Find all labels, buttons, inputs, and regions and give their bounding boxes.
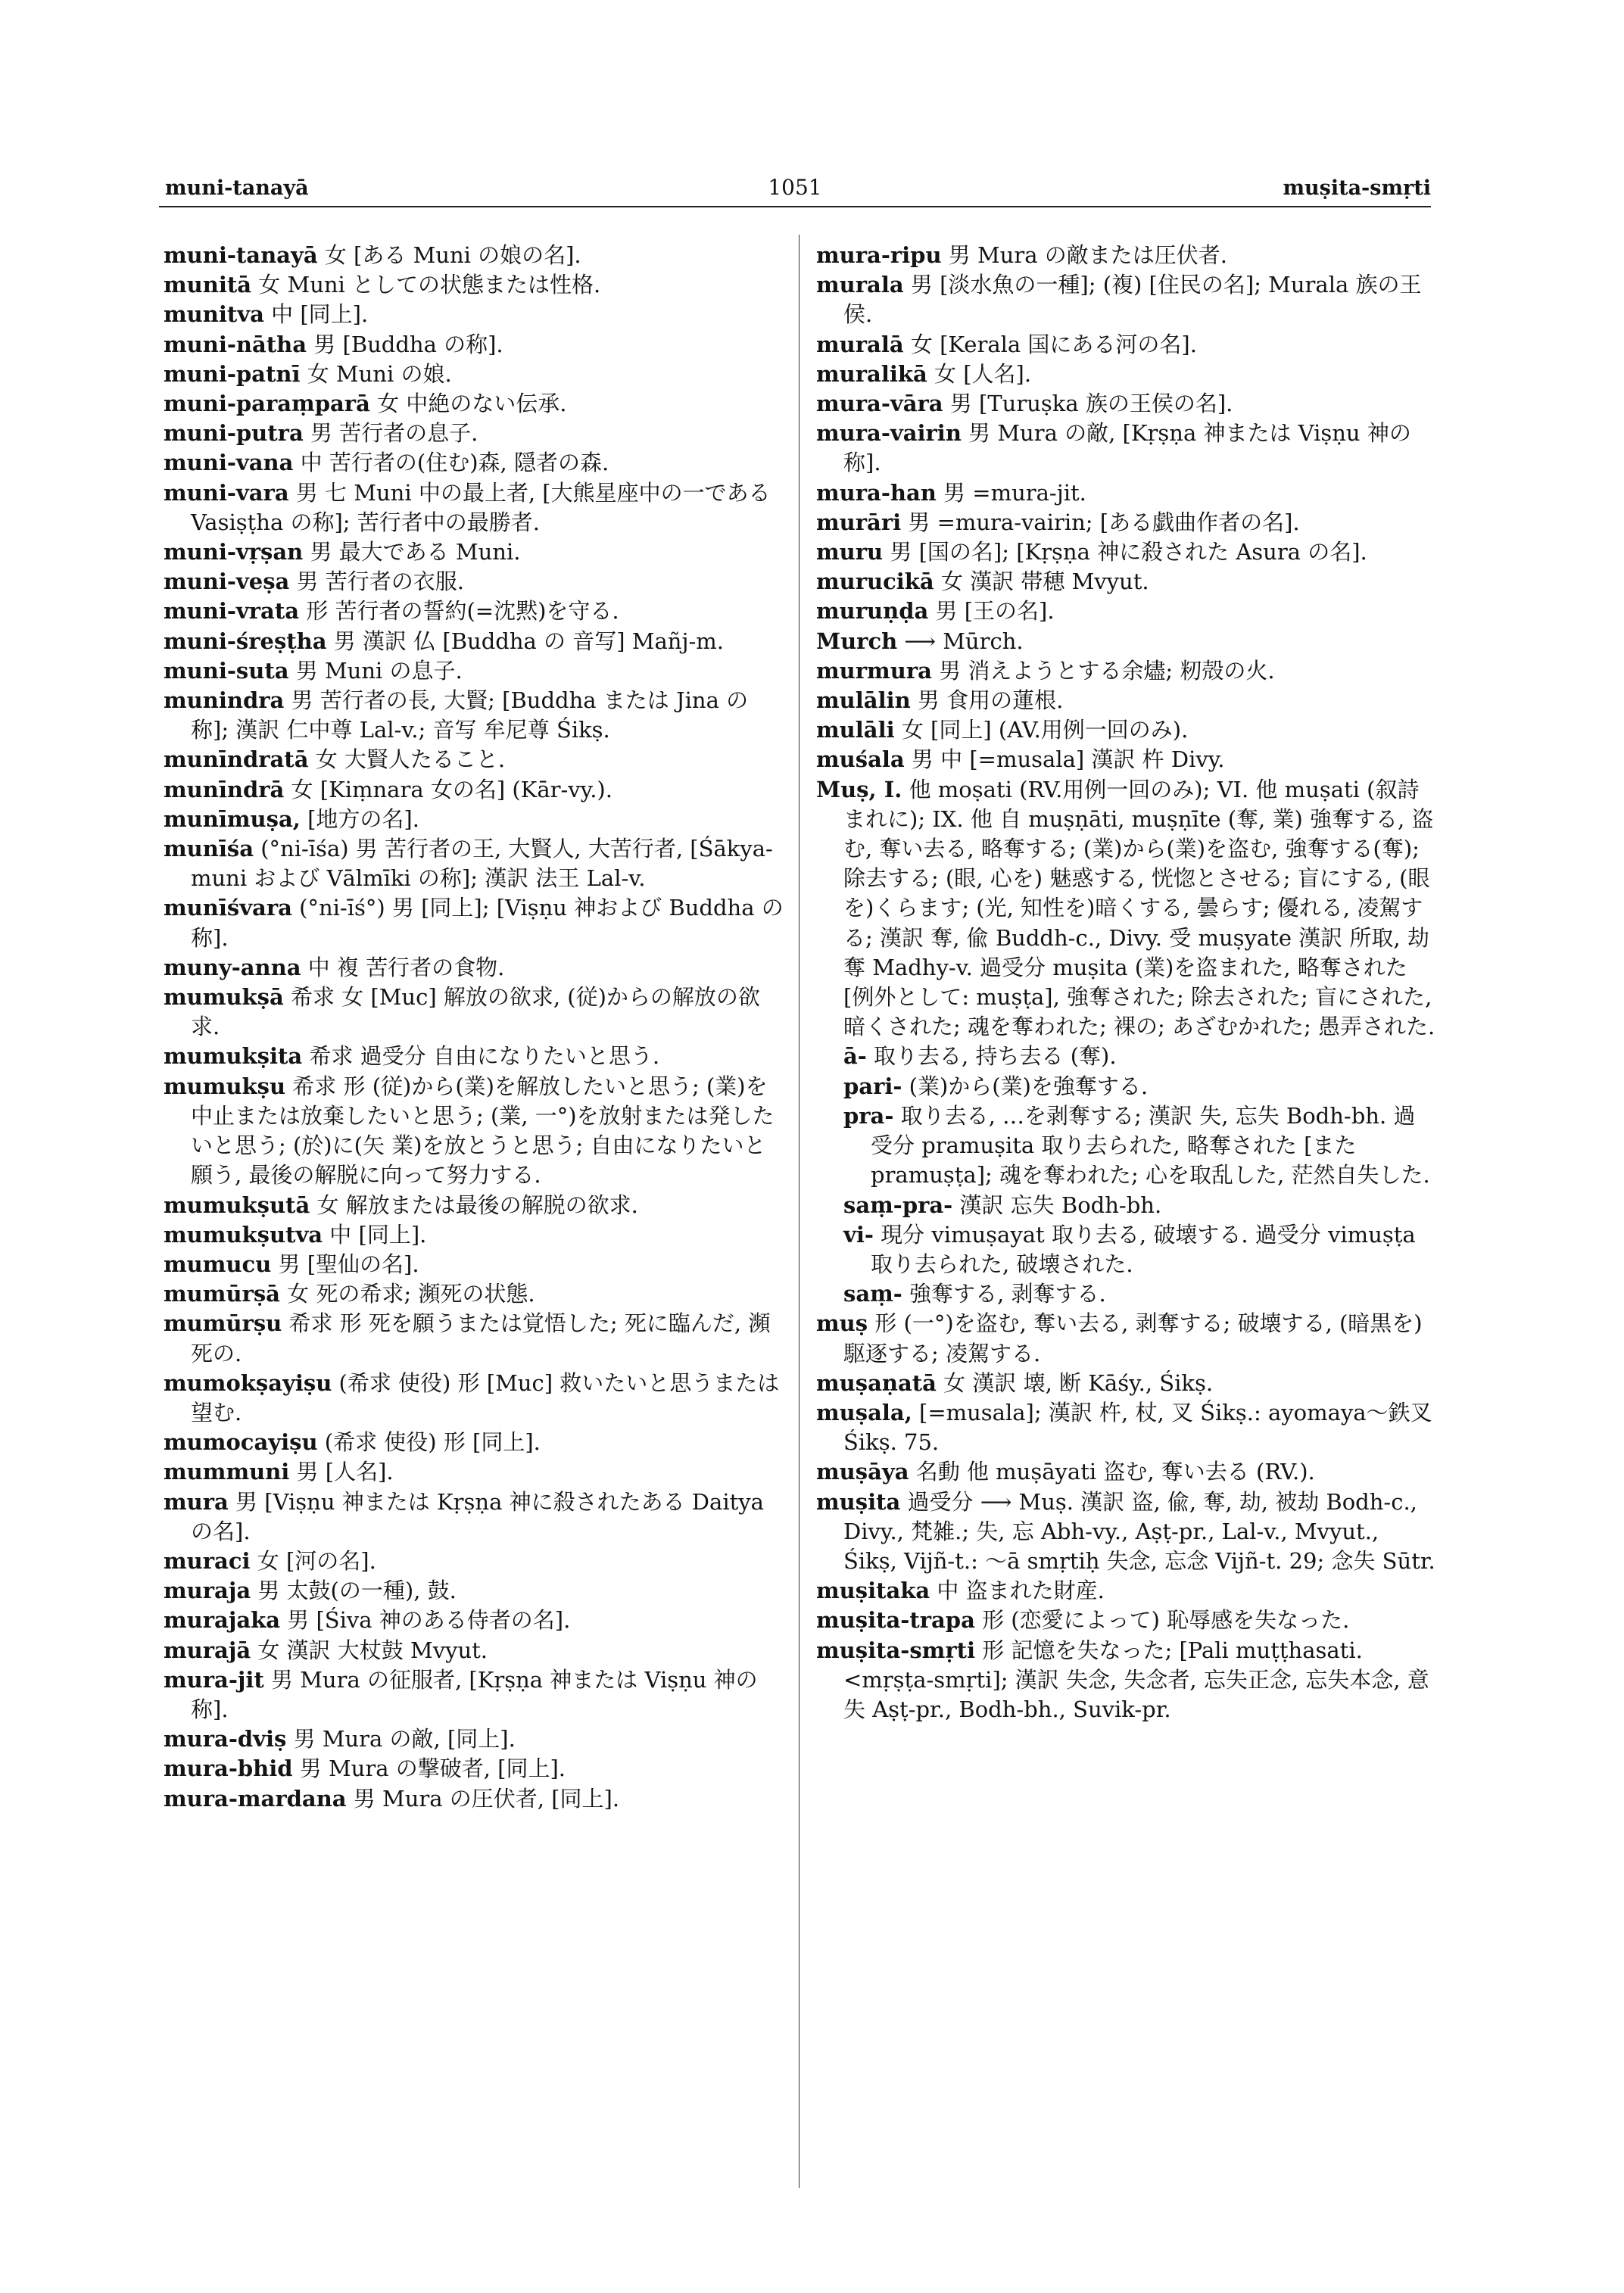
dictionary-entry [164, 627, 784, 656]
dictionary-entry [164, 330, 784, 360]
entry-headword: muni-suta [164, 657, 289, 684]
entry-gloss: [=musala]; 漢訳 杵, 杖, 叉 Śikṣ.: ayomaya〜鉄叉 Śikṣ. 75. [843, 1399, 1432, 1456]
entry-gloss: 男 [王の名]. [928, 598, 1055, 625]
entry-gloss: 男 Mura の撃破者, [同上]. [292, 1756, 566, 1782]
entry-gloss: 女 [ある Muni の娘の名]. [317, 242, 581, 268]
dictionary-entry [164, 270, 784, 300]
entry-gloss: 男 Muni の息子. [288, 657, 463, 684]
dictionary-entry [164, 1547, 784, 1576]
entry-gloss: 男 =mura-vairin; [ある戯曲作者の名]. [901, 509, 1300, 535]
entry-headword: mulālin [816, 687, 911, 714]
entry-gloss: 形 苦行者の誓約(=沈黙)を守る. [299, 598, 619, 625]
dictionary-entry [164, 537, 784, 567]
entry-headword: muny-anna [164, 954, 301, 980]
dictionary-entry [164, 834, 784, 893]
entry-gloss: 漢訳 忘失 Bodh-bh. [952, 1192, 1162, 1218]
dictionary-entry [164, 745, 784, 774]
entry-gloss: 希求 過受分 自由になりたいと思う. [302, 1043, 660, 1070]
dictionary-entry [816, 360, 1437, 389]
dictionary-entry [164, 1636, 784, 1665]
entry-gloss: (°ni-īś°) 男 [同上]; [Viṣṇu 神および Buddha の称]. [191, 895, 784, 951]
dictionary-entry [164, 1488, 784, 1547]
entry-headword: muruṇḍa [816, 598, 929, 625]
entry-headword: pra- [843, 1102, 894, 1129]
entry-gloss: 女 漢訳 帯穂 Mvyut. [934, 569, 1149, 595]
entry-headword: muni-vana [164, 450, 294, 476]
entry-headword: ā- [843, 1043, 867, 1070]
entry-headword: saṃ- [843, 1281, 902, 1307]
dictionary-entry [816, 1042, 1437, 1071]
entry-gloss: 男 漢訳 仏 [Buddha の 音写] Mañj-m. [326, 628, 724, 654]
entry-gloss: 女 [Kerala 国にある河の名]. [903, 331, 1197, 357]
entry-headword: mumukṣā [164, 984, 284, 1011]
dictionary-entry [816, 1606, 1437, 1635]
entry-headword: mumūrṣu [164, 1310, 282, 1337]
entry-gloss: 女 中絶のない伝承. [369, 391, 567, 417]
entry-gloss: 男 七 Muni 中の最上者, [大熊星座中の一である Vasiṣṭha の称]; 苦行者中の最勝者. [191, 479, 771, 535]
entry-headword: mura-jit [164, 1666, 264, 1693]
dictionary-entry [164, 1220, 784, 1250]
entry-headword: mumūrṣā [164, 1281, 280, 1307]
dictionary-entry [164, 686, 784, 745]
entry-headword: munīśa [164, 836, 254, 862]
entry-headword: munitva [164, 301, 264, 328]
entry-headword: mura-mardana [164, 1785, 347, 1812]
entry-gloss: 男 最大である Muni. [303, 539, 521, 565]
dictionary-entry [164, 1665, 784, 1724]
entry-headword: muraja [164, 1578, 251, 1604]
dictionary-entry [164, 1191, 784, 1220]
dictionary-entry [816, 775, 1437, 1042]
entry-headword: muṣita-trapa [816, 1607, 975, 1634]
entry-gloss: (業)から(業)を強奪する. [902, 1073, 1149, 1099]
entry-headword: murala [816, 272, 904, 298]
entry-headword: murajaka [164, 1607, 281, 1634]
entry-gloss: 女 [Kiṃnara 女の名] (Kār-vy.). [284, 776, 613, 802]
entry-headword: mura-vāra [816, 391, 943, 417]
dictionary-entry [816, 1101, 1437, 1191]
entry-headword: Murch [816, 628, 898, 654]
dictionary-entry [816, 1369, 1437, 1398]
dictionary-entry [164, 1606, 784, 1635]
entry-headword: munīśvara [164, 895, 292, 921]
entry-gloss: 男 Mura の敵または圧伏者. [941, 242, 1227, 268]
entry-gloss: 女 漢訳 大杖鼓 Mvyut. [251, 1637, 488, 1663]
entry-gloss: 中 複 苦行者の食物. [301, 954, 505, 980]
entry-headword: mura-vairin [816, 420, 962, 447]
entry-headword: murmura [816, 657, 932, 684]
entry-headword: muṣala, [816, 1399, 912, 1425]
dictionary-entry [164, 983, 784, 1042]
entry-gloss: (希求 使役) 形 [Muc] 救いたいと思うまたは望む. [191, 1369, 780, 1425]
entry-gloss: 男 Mura の征服者, [Kṛṣṇa 神または Viṣṇu 神の称]. [191, 1666, 758, 1722]
entry-gloss: 希求 女 [Muc] 解放の欲求, (従)からの解放の欲求. [191, 984, 760, 1040]
dictionary-entry [164, 478, 784, 537]
entry-gloss: 強奪する, 剥奪する. [902, 1281, 1106, 1307]
dictionary-entry [164, 1072, 784, 1191]
dictionary-entry [816, 508, 1437, 537]
entry-headword: muraci [164, 1547, 251, 1574]
entry-headword: muni-veṣa [164, 569, 290, 595]
entry-headword: muṣitaka [816, 1578, 930, 1604]
entry-headword: mumukṣita [164, 1043, 303, 1070]
entry-gloss: 男 [Turuṣka 族の王侯の名]. [943, 391, 1233, 417]
dictionary-entry [816, 627, 1437, 656]
entry-headword: muni-putra [164, 420, 304, 447]
entry-gloss: 女 大賢人たること. [308, 746, 506, 773]
entry-headword: muni-vara [164, 479, 289, 506]
entry-gloss: 男 [人名]. [289, 1459, 394, 1485]
running-head-left: muni-tanayā [165, 176, 309, 200]
entry-headword: mumokṣayiṣu [164, 1369, 332, 1396]
entry-gloss: 女 [同上] (AV.用例一回のみ). [894, 717, 1189, 743]
entry-gloss: 男 中 [=musala] 漢訳 杵 Divy. [904, 746, 1225, 773]
entry-headword: mura-bhid [164, 1756, 293, 1782]
entry-gloss: 男 苦行者の息子. [303, 420, 478, 447]
page-number: 1051 [768, 175, 822, 200]
entry-gloss: 男 Mura の敵, [Kṛṣṇa 神または Viṣṇu 神の称]. [843, 420, 1411, 476]
dictionary-entry [164, 1754, 784, 1784]
entry-gloss: 女 死の希求; 瀕死の状態. [279, 1281, 535, 1307]
entry-gloss: 形 (一°)を盗む, 奪い去る, 剥奪する; 破壊する, (暗黒を) 駆逐する; 凌駕する. [843, 1310, 1423, 1366]
dictionary-entry [816, 715, 1437, 745]
entry-gloss: 中 盗まれた財産. [930, 1578, 1105, 1604]
entry-headword: mura-ripu [816, 242, 942, 268]
entry-headword: mulāli [816, 717, 895, 743]
dictionary-entry [164, 1576, 784, 1606]
entry-gloss: (希求 使役) 形 [同上]. [317, 1429, 541, 1456]
entry-headword: muṣ [816, 1310, 868, 1337]
dictionary-entry [164, 656, 784, 686]
page-header [159, 173, 1431, 207]
entry-headword: muṣita-smṛti [816, 1637, 976, 1663]
dictionary-entry [164, 1250, 784, 1279]
entry-gloss: 男 [Buddha の称]. [307, 331, 503, 357]
entry-gloss: 男 苦行者の衣服. [289, 569, 464, 595]
dictionary-entry [816, 656, 1437, 686]
entry-headword: murāri [816, 509, 902, 535]
dictionary-entry [164, 597, 784, 626]
dictionary-entry [816, 1576, 1437, 1606]
dictionary-entry [164, 448, 784, 478]
dictionary-entry [164, 567, 784, 597]
dictionary-entry [816, 1398, 1437, 1457]
entry-headword: munīndratā [164, 746, 309, 773]
entry-gloss: 男 [Viṣṇu 神または Kṛṣṇa 神に殺されたある Daitya の名]. [191, 1488, 764, 1544]
dictionary-entry [164, 893, 784, 952]
entry-gloss: 形 記憶を失なった; [Pali muṭṭhasati.<mṛṣṭa-smṛti]; 漢訳 失念, 失念者, 忘失正念, 忘失本念, 意失 Aṣṭ-pr., Bodh-bh., Suvik-pr. [843, 1637, 1429, 1722]
dictionary-entry [816, 241, 1437, 270]
entry-gloss: 名動 他 muṣāyati 盗む, 奪い去る (RV.). [909, 1459, 1315, 1485]
entry-headword: muni-vṛṣan [164, 539, 304, 565]
dictionary-entry [164, 1369, 784, 1428]
entry-gloss: 形 (恋愛によって) 恥辱感を失なった. [974, 1607, 1350, 1634]
entry-gloss: 男 [聖仙の名]. [271, 1251, 419, 1277]
dictionary-entry [816, 478, 1437, 508]
entry-gloss: 他 moṣati (RV.用例一回のみ); VI. 他 muṣati (叙詩 まれに); IX. 他 自 muṣṇāti, muṣṇīte (奪, 業) 強奪する, 盗む, 奪い去る, 略奪する; (業)から(業)を盗む, 強奪する(奪); 除去する; (眼, 心を) 魅惑する, 恍惚とさせる; 盲にする, (眼を)くらます; (光, 知性を)暗くする, 曇らす; 優れる, 凌駕する; 漢訳 奪, 偸 Buddh-c., Divy. 受 muṣyate 漢訳 所取, 劫奪 Madhy-v. 過受分 muṣita (業)を盗まれた, 略奪された [例外として: muṣṭa], 強奪された; 除去された; 盲にされた, 暗くされた; 魂を奪われた; 裸の; あざむかれた; 愚弄された. [843, 776, 1435, 1040]
entry-headword: munīmuṣa, [164, 805, 301, 832]
entry-headword: mumocayiṣu [164, 1429, 318, 1456]
entry-gloss: 希求 形 死を願うまたは覚悟した; 死に臨んだ, 瀕死の. [191, 1310, 771, 1366]
dictionary-entry [164, 953, 784, 983]
entry-headword: muni-paraṃparā [164, 391, 370, 417]
entry-gloss: 女 Muni の娘. [300, 360, 452, 387]
dictionary-entry [164, 419, 784, 448]
dictionary-entry [164, 389, 784, 419]
dictionary-entry [164, 1457, 784, 1487]
entry-gloss: 男 [淡水魚の一種]; (複) [住民の名]; Murala 族の王侯. [843, 272, 1422, 328]
entry-gloss: 男 =mura-jit. [936, 479, 1086, 506]
entry-headword: muṣāya [816, 1459, 909, 1485]
dictionary-entry [816, 1220, 1437, 1279]
entry-gloss: 過受分 ⟶ Muṣ. 漢訳 盗, 偸, 奪, 劫, 被劫 Bodh-c., Divy., 梵雑.; 失, 忘 Abh-vy., Aṣṭ-pr., Lal-v., Mvyut., Śikṣ, Vijñ-t.: 〜ā smṛtiḥ 失念, 忘念 Vijñ-t. 29; 念失 Sūtr. [843, 1488, 1435, 1574]
entry-headword: muni-nātha [164, 331, 307, 357]
entry-gloss: 中 苦行者の(住む)森, 隠者の森. [293, 450, 609, 476]
entry-gloss: 男 Mura の敵, [同上]. [286, 1726, 516, 1752]
dictionary-entry [164, 1279, 784, 1309]
entry-gloss: 女 解放または最後の解脱の欲求. [310, 1192, 638, 1218]
dictionary-entry [816, 745, 1437, 774]
entry-headword: mura-dviṣ [164, 1726, 287, 1752]
entry-gloss: 男 Mura の圧伏者, [同上]. [346, 1785, 620, 1812]
dictionary-entry [816, 1636, 1437, 1725]
entry-headword: muṣaṇatā [816, 1369, 937, 1396]
entry-gloss: 現分 vimuṣayat 取り去る, 破壊する. 過受分 vimuṣṭa 取り去られた, 破壊された. [871, 1221, 1416, 1277]
entry-gloss: 男 [Śiva 神のある侍者の名]. [280, 1607, 571, 1634]
dictionary-entry [816, 270, 1437, 329]
entry-headword: mura-han [816, 479, 937, 506]
dictionary-entry [816, 537, 1437, 567]
entry-gloss: 取り去る, 持ち去る (奪). [866, 1043, 1117, 1070]
entry-headword: muni-vrata [164, 598, 300, 625]
dictionary-entry [164, 775, 784, 805]
entry-gloss: 中 [同上]. [323, 1221, 427, 1248]
entry-gloss: 中 [同上]. [263, 301, 369, 328]
dictionary-entry [816, 597, 1437, 626]
entry-headword: muni-tanayā [164, 242, 318, 268]
entry-headword: munindra [164, 687, 285, 714]
dictionary-entry [816, 686, 1437, 715]
entry-gloss: 女 漢訳 壊, 断 Kāśy., Śikṣ. [936, 1369, 1214, 1396]
entry-headword: muralā [816, 331, 904, 357]
entry-headword: mura [164, 1488, 229, 1515]
entry-headword: muni-patnī [164, 360, 301, 387]
entry-headword: pari- [843, 1073, 902, 1099]
dictionary-entry [816, 419, 1437, 478]
column-divider [799, 235, 800, 2188]
running-head-right: muṣita-smṛti [1283, 176, 1431, 200]
dictionary-entry [816, 1279, 1437, 1309]
entry-headword: muralikā [816, 360, 927, 387]
dictionary-entry [816, 567, 1437, 597]
entry-gloss: 取り去る, …を剥奪する; 漢訳 失, 忘失 Bodh-bh. 過受分 pramuṣita 取り去られた, 略奪された [また pramuṣṭa]; 魂を奪われた; 心を取乱した, 茫然自失した. [871, 1102, 1430, 1189]
entry-gloss: 男 太鼓(の一種), 鼓. [251, 1578, 457, 1604]
dictionary-entry [164, 1724, 784, 1754]
entry-headword: mumucu [164, 1251, 272, 1277]
entry-gloss: 女 Muni としての状態または性格. [251, 272, 601, 298]
dictionary-entry [164, 360, 784, 389]
dictionary-entry [164, 300, 784, 329]
entry-gloss: 男 苦行者の長, 大賢; [Buddha または Jina の称]; 漢訳 仁中尊 Lal-v.; 音写 牟尼尊 Śikṣ. [191, 687, 749, 743]
dictionary-entry [164, 1428, 784, 1457]
entry-headword: murajā [164, 1637, 251, 1663]
dictionary-entry [816, 1488, 1437, 1577]
entry-headword: muṣita [816, 1488, 901, 1515]
entry-headword: muni-śreṣṭha [164, 628, 327, 654]
entry-headword: mumukṣu [164, 1073, 286, 1099]
entry-gloss: (°ni-īśa) 男 苦行者の王, 大賢人, 大苦行者, [Śākya-muni および Vālmīki の称]; 漢訳 法王 Lal-v. [191, 836, 773, 892]
dictionary-entry [816, 1457, 1437, 1487]
entry-gloss: 女 [人名]. [927, 360, 1032, 387]
dictionary-entry [164, 241, 784, 270]
entry-headword: munitā [164, 272, 252, 298]
entry-gloss: 男 食用の蓮根. [910, 687, 1064, 714]
entry-gloss: 男 [国の名]; [Kṛṣṇa 神に殺された Asura の名]. [883, 539, 1367, 565]
entry-gloss: [地方の名]. [300, 805, 419, 832]
entry-gloss: ⟶ Mūrch. [897, 628, 1024, 654]
entry-headword: murucikā [816, 569, 934, 595]
entry-headword: muru [816, 539, 884, 565]
entry-headword: vi- [843, 1221, 874, 1248]
entry-headword: mummuni [164, 1459, 290, 1485]
dictionary-entry [816, 1191, 1437, 1220]
dictionary-entry [816, 1072, 1437, 1101]
dictionary-entry [164, 1784, 784, 1814]
dictionary-entry [816, 1309, 1437, 1368]
entry-headword: mumukṣutā [164, 1192, 310, 1218]
entry-headword: muśala [816, 746, 905, 773]
left-column [164, 241, 784, 1814]
entry-headword: munīndrā [164, 776, 285, 802]
entry-headword: saṃ-pra- [843, 1192, 953, 1218]
dictionary-entry [164, 1042, 784, 1071]
entry-gloss: 希求 形 (従)から(業)を解放したいと思う; (業)を中止または放棄したいと思う; (業, 一°)を放射または発したいと思う; (於)に(矢 業)を放とうと思う; 自由になりたいと願う, 最後の解脱に向って努力する. [191, 1073, 775, 1189]
entry-headword: Muṣ, I. [816, 776, 902, 802]
entry-gloss: 男 消えようとする余燼; 籾殻の火. [931, 657, 1275, 684]
dictionary-entry [164, 805, 784, 834]
dictionary-entry [816, 389, 1437, 419]
dictionary-entry [816, 330, 1437, 360]
entry-headword: mumukṣutva [164, 1221, 323, 1248]
dictionary-entry [164, 1309, 784, 1368]
entry-gloss: 女 [河の名]. [250, 1547, 376, 1574]
right-column [816, 241, 1437, 1724]
